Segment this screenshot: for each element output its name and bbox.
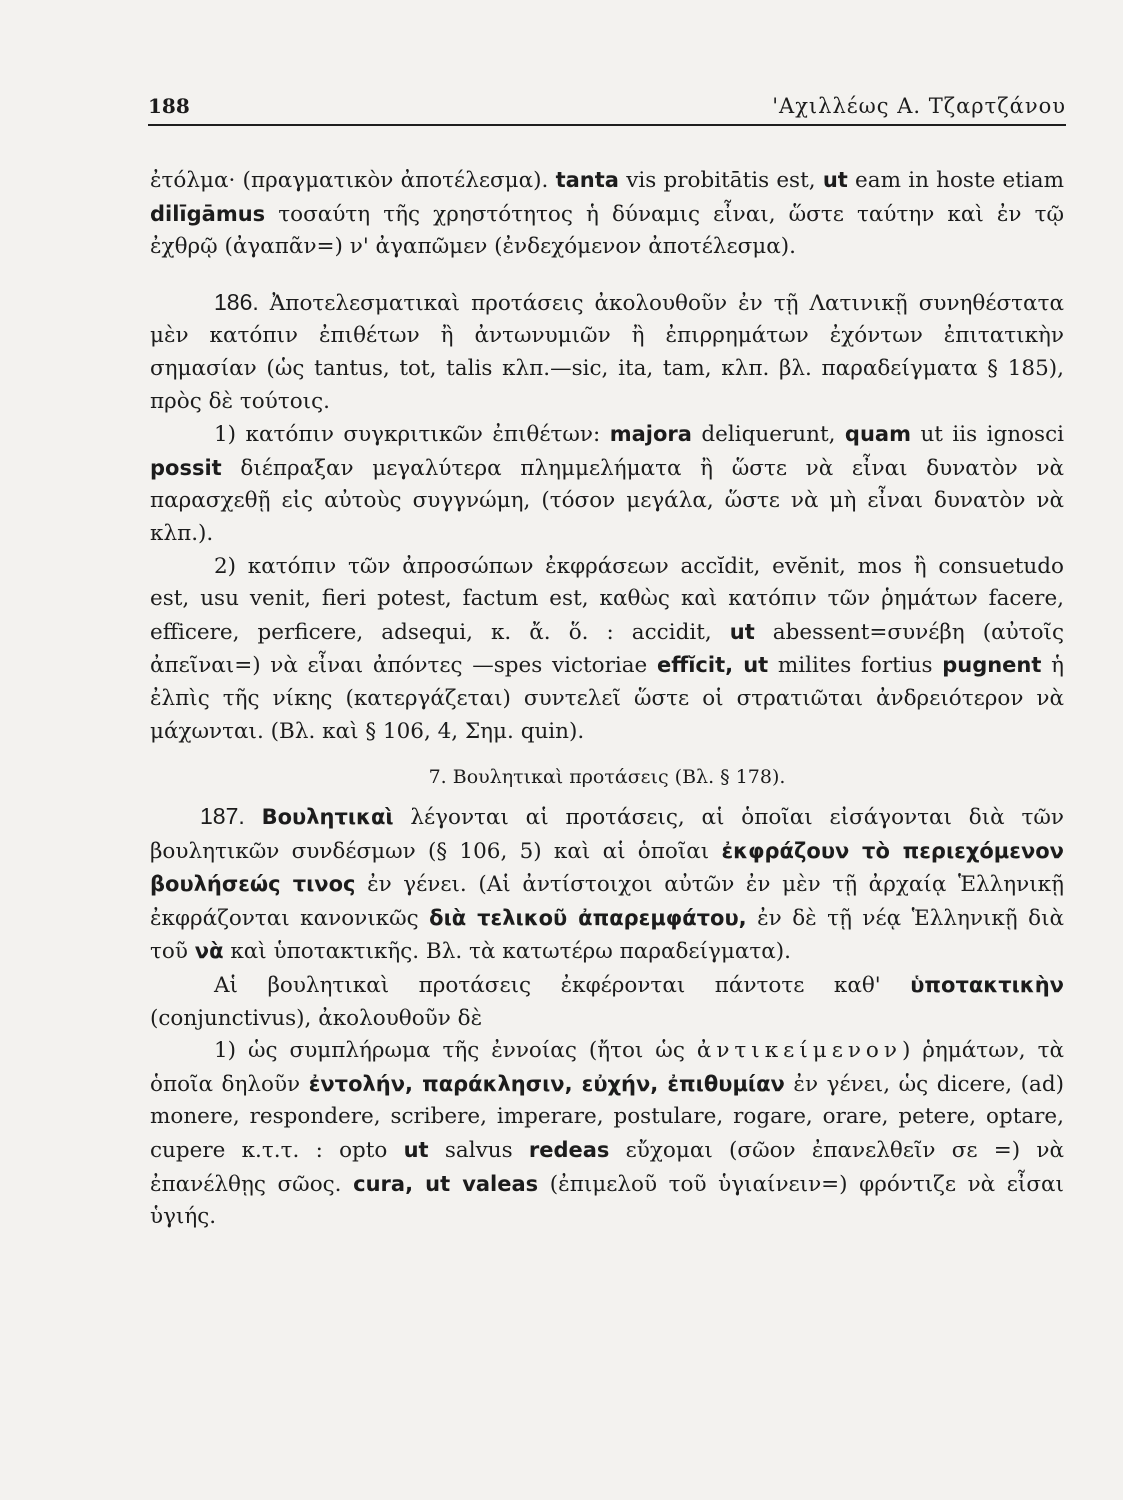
item3-text-2: ) ῥημάτων, τὰ ὁποῖα δηλοῦν xyxy=(150,1038,1064,1097)
item3-text-3: ἐν γένει, ὡς dicere, (ad) monere, respondere, scribere, imperare, postulare, rogare, orare, petere, optare, cupere κ.τ.τ. : opto xyxy=(150,1071,1064,1164)
page-body xyxy=(150,164,1064,1234)
p187-text-4: καὶ ὑποτακτικῆς. Βλ. τὰ κατωτέρω παραδείγματα). xyxy=(230,939,791,965)
item2-text-4: ἡ ἐλπὶς τῆς νίκης (κατεργάζεται) συντελεῖ ὥστε οἱ στρατιῶται ἀνδρειότερον νὰ μάχωνται. (Βλ. καὶ § 106, 4, Σημ. quin). xyxy=(150,653,1064,744)
item2-text-2: abessent=συνέβη (αὐτοῖς ἀπεῖναι=) νὰ εἶναι ἀπόντες —spes victoriae xyxy=(150,619,1064,679)
item1-text-3: ut iis ignosci xyxy=(920,422,1065,448)
p187-bold-na: νὰ xyxy=(194,939,224,964)
p187-bold-infinitive: διὰ τελικοῦ ἀπαρεμφάτου, xyxy=(429,905,747,930)
item3-text-5: εὔχομαι (σῶον ἐπανελθεῖν σε =) νὰ ἐπανέλθῃς σῶος. xyxy=(150,1138,1064,1197)
item1-text-2: deliquerunt, xyxy=(701,422,836,448)
p187-bold-term: Βουλητικαὶ xyxy=(261,805,394,830)
item1-bold-quam: quam xyxy=(844,422,911,447)
p187-bold-definition: ἐκφράζουν τὸ περιεχόμενον βουλήσεώς τινος xyxy=(150,838,1064,897)
section-heading: 7. Βουλητικαὶ προτάσεις (Βλ. § 178). xyxy=(428,766,786,789)
item1-text-4: διέπραξαν μεγαλύτερα πλημμελήματα ἢ ὥστε νὰ εἶναι δυνατὸν νὰ παρασχεθῇ εἰς αὐτοὺς συγγνώμη, (τόσον μεγάλα, ὥστε νὰ μὴ εἶναι δυνατὸν νὰ κλπ.). xyxy=(150,455,1064,546)
paragraph-187 xyxy=(150,800,1064,969)
item3-bold-cura-ut-valeas: cura, ut valeas xyxy=(353,1171,539,1196)
page-header xyxy=(148,92,1066,126)
p187-text-3: ἐν δὲ τῇ νέᾳ Ἑλληνικῇ διὰ τοῦ xyxy=(150,905,1065,965)
paragraph-186-text: Ἀποτελεσματικαὶ προτάσεις ἀκολουθοῦν ἐν τῇ Λατινικῇ συνηθέστατα μὲν κατόπιν ἐπιθέτων ἢ ἀντωνυμιῶν ἢ ἐπιρρημάτων ἐχόντων ἐπιτατικὴν σημασίαν (ὡς tantus, tot, talis κλπ.—sic, ita, tam, κλπ. βλ. παραδείγματα § 185), πρὸς δὲ τούτοις. xyxy=(150,290,1064,414)
intro-bold-tanta: tanta xyxy=(555,168,619,192)
item2-text-1: 2) κατόπιν τῶν ἀπροσώπων ἐκφράσεων accĭdit, evĕnit, mos ἢ consuetudo est, usu venit, fieri potest, factum est, καθὼς καὶ κατόπιν τῶν ῥημάτων facere, efficere, perficere, adsequi, κ. ἄ. ὅ. : accidit, xyxy=(150,553,1064,645)
item1-text-1: 1) κατόπιν συγκριτικῶν ἐπιθέτων: xyxy=(214,422,601,448)
running-head: 'Αχιλλέως Α. Τζαρτζάνου xyxy=(772,94,1066,118)
item2-text-3: milites fortius xyxy=(777,653,933,679)
p187b-bold-subjunctive: ὑποτακτικὴν xyxy=(910,973,1064,998)
intro-text-3: eam in hoste etiam xyxy=(855,168,1065,193)
page-number: 188 xyxy=(148,94,190,118)
item3-text-4: salvus xyxy=(444,1138,513,1164)
item3-bold-ut: ut xyxy=(403,1138,429,1163)
p187b-text-2: (conjunctivus), ἀκολουθοῦν δὲ xyxy=(150,1005,483,1031)
item1-bold-possit: possit xyxy=(150,455,222,480)
intro-paragraph xyxy=(150,164,1064,264)
p187-text-1: λέγονται αἱ προτάσεις, αἱ ὁποῖαι εἰσάγονται διὰ τῶν βουλητικῶν συνδέσμων (§ 106, 5) καὶ αἱ ὁποῖαι xyxy=(150,805,1064,864)
item2-bold-ut: ut xyxy=(729,619,755,644)
p187b-text-1: Αἱ βουλητικαὶ προτάσεις ἐκφέρονται πάντοτε καθ' xyxy=(214,973,881,999)
paragraph-186-item-1 xyxy=(150,418,1064,550)
item3-text-1: 1) ὡς συμπλήρωμα τῆς ἐννοίας (ἤτοι ὡς xyxy=(214,1038,685,1064)
paragraph-187-item-1 xyxy=(150,1035,1064,1234)
intro-bold-diligamus: dilīgāmus xyxy=(150,201,266,226)
item2-bold-pugnent: pugnent xyxy=(942,653,1042,678)
intro-text-2: vis probitātis est, xyxy=(626,168,816,193)
paragraph-187-continuation xyxy=(150,969,1064,1035)
item3-bold-redeas: redeas xyxy=(528,1138,610,1163)
item3-bold-commands: ἐντολήν, παράκλησιν, εὐχήν, ἐπιθυμίαν xyxy=(308,1071,785,1096)
item3-text-6: (ἐπιμελοῦ τοῦ ὑγιαίνειν=) φρόντιζε νὰ εἶσαι ὑγιής. xyxy=(150,1171,1064,1230)
p187-text-2: ἐν γένει. (Αἱ ἀντίστοιχοι αὐτῶν ἐν μὲν τῇ ἀρχαίᾳ Ἑλληνικῇ ἐκφράζονται κανονικῶς xyxy=(150,872,1064,931)
intro-text-4: τοσαύτη τῆς χρηστότητος ἡ δύναμις εἶναι, ὥστε ταύτην καὶ ἐν τῷ ἐχθρῷ (ἀγαπᾶν=) ν' ἀγαπῶμεν (ἐνδεχόμενον ἀποτέλεσμα). xyxy=(150,201,1064,260)
item1-bold-majora: majora xyxy=(609,422,692,447)
paragraph-186-item-2 xyxy=(150,551,1064,749)
intro-bold-ut: ut xyxy=(822,168,848,192)
paragraph-number-186: 186. xyxy=(214,288,259,315)
paragraph-number-187: 187. xyxy=(200,803,245,830)
intro-text-1: ἐτόλμα· (πραγματικὸν ἀποτέλεσμα). xyxy=(150,168,549,193)
item3-spaced-object: ἀντικείμενον xyxy=(696,1038,902,1064)
paragraph-186 xyxy=(150,286,1064,418)
item2-bold-efficit-ut: effĭcit, ut xyxy=(656,653,769,678)
